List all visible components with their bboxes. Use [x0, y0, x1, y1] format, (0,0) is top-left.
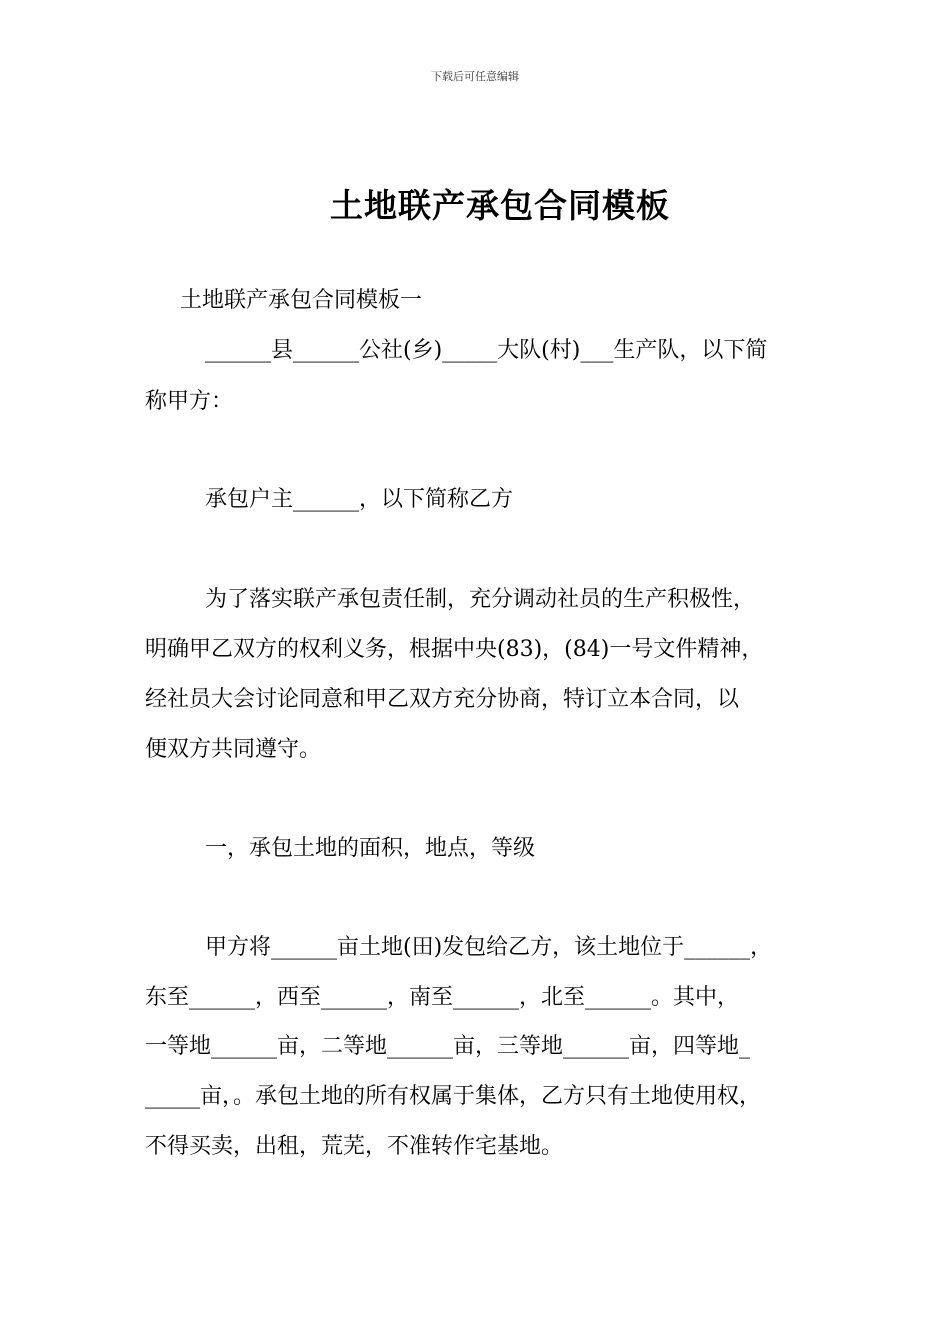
clause-1-line-3: 一等地______亩，二等地______亩，三等地______亩，四等地_: [145, 1034, 751, 1059]
clause-1-line-4: _____亩，。承包土地的所有权属于集体，乙方只有土地使用权，: [145, 1084, 762, 1109]
clause-1-line-5: 不得买卖，出租，荒芜，不准转作宅基地。: [145, 1134, 564, 1159]
section-heading: 土地联产承包合同模板一: [180, 288, 423, 313]
page-header-note: 下载后可任意编辑: [431, 70, 519, 83]
preamble-line-1: 为了落实联产承包责任制，充分调动社员的生产积极性，: [205, 587, 756, 612]
preamble-line-2: 明确甲乙双方的权利义务，根据中央(83)，(84)一号文件精神，: [145, 637, 764, 662]
clause-1-line-1: 甲方将______亩土地(田)发包给乙方，该土地位于______，: [205, 935, 773, 960]
party-a-line-2: 称甲方：: [145, 389, 234, 414]
preamble-line-3: 经社员大会讨论同意和甲乙双方充分协商，特订立本合同，以: [145, 687, 740, 712]
clause-1-heading: 一，承包土地的面积，地点，等级: [205, 836, 536, 861]
preamble-line-4: 便双方共同遵守。: [145, 737, 322, 762]
party-a-line-1: ______县______公社(乡)_____大队(村)___生产队，以下简: [205, 338, 768, 363]
clause-1-line-2: 东至______，西至______，南至______，北至______。其中，: [145, 985, 740, 1010]
party-b-line-1: 承包户主______，以下简称乙方: [205, 487, 514, 512]
document-title: 土地联产承包合同模板: [330, 186, 670, 225]
